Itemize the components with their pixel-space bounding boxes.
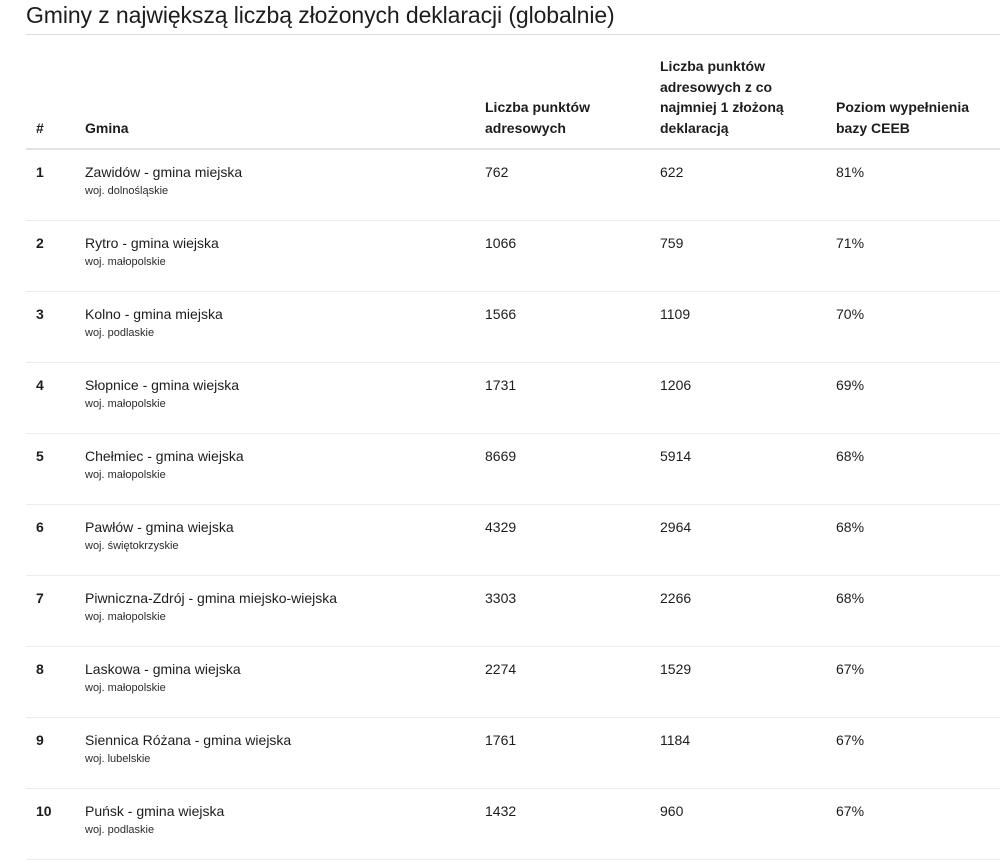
voivodeship: woj. małopolskie — [85, 469, 166, 481]
gmina-name: Piwniczna-Zdrój - gmina miejsko-wiejska — [85, 590, 338, 606]
table-row — [26, 292, 1000, 363]
table-row — [26, 647, 1000, 718]
row-gmina — [85, 718, 485, 789]
row-fill-level: 67% — [836, 789, 1000, 860]
row-declared: 622 — [660, 149, 836, 221]
header-declared: Liczba punktów adresowych z co najmniej 1 złożoną deklaracją — [660, 35, 836, 149]
header-number: # — [26, 35, 85, 149]
gmina-name: Zawidów - gmina miejska — [85, 164, 243, 180]
row-points: 3303 — [485, 576, 660, 647]
row-fill-level: 81% — [836, 149, 1000, 221]
gmina-name: Słopnice - gmina wiejska — [85, 377, 240, 393]
row-gmina — [85, 149, 485, 221]
row-rank: 7 — [26, 576, 85, 647]
row-declared: 1529 — [660, 647, 836, 718]
row-points: 8669 — [485, 434, 660, 505]
table-row — [26, 576, 1000, 647]
voivodeship: woj. małopolskie — [85, 682, 166, 694]
row-gmina — [85, 576, 485, 647]
row-declared: 2266 — [660, 576, 836, 647]
row-rank: 4 — [26, 363, 85, 434]
row-declared: 2964 — [660, 505, 836, 576]
gmina-name: Laskowa - gmina wiejska — [85, 661, 241, 677]
page-title: Gminy z największą liczbą złożonych deklaracji (globalnie) — [26, 2, 615, 28]
gmina-name: Kolno - gmina miejska — [85, 306, 223, 322]
row-rank: 5 — [26, 434, 85, 505]
row-gmina — [85, 221, 485, 292]
voivodeship: woj. małopolskie — [85, 398, 166, 410]
voivodeship: woj. podlaskie — [85, 824, 155, 836]
table-row — [26, 505, 1000, 576]
row-fill-level: 68% — [836, 434, 1000, 505]
header-gmina: Gmina — [85, 35, 485, 149]
row-declared: 1109 — [660, 292, 836, 363]
table-row — [26, 789, 1000, 860]
row-declared: 759 — [660, 221, 836, 292]
table-row — [26, 363, 1000, 434]
gmina-name: Pawłów - gmina wiejska — [85, 519, 234, 535]
row-gmina — [85, 647, 485, 718]
row-points: 762 — [485, 149, 660, 221]
header-fill-level: Poziom wypełnienia bazy CEEB — [836, 35, 1000, 149]
row-fill-level: 68% — [836, 576, 1000, 647]
table-row — [26, 718, 1000, 789]
gmina-name: Puńsk - gmina wiejska — [85, 803, 225, 819]
row-points: 2274 — [485, 647, 660, 718]
row-rank: 3 — [26, 292, 85, 363]
row-declared: 1206 — [660, 363, 836, 434]
row-points: 1761 — [485, 718, 660, 789]
row-rank: 9 — [26, 718, 85, 789]
gmina-name: Chełmiec - gmina wiejska — [85, 448, 244, 464]
header-points: Liczba punktów adresowych — [485, 35, 660, 149]
row-gmina — [85, 363, 485, 434]
row-points: 1432 — [485, 789, 660, 860]
row-declared: 960 — [660, 789, 836, 860]
row-rank: 6 — [26, 505, 85, 576]
voivodeship: woj. małopolskie — [85, 256, 166, 268]
row-declared: 5914 — [660, 434, 836, 505]
row-rank: 2 — [26, 221, 85, 292]
gminy-table — [26, 35, 1000, 860]
row-rank: 10 — [26, 789, 85, 860]
row-points: 1566 — [485, 292, 660, 363]
voivodeship: woj. lubelskie — [85, 753, 151, 765]
table-row — [26, 434, 1000, 505]
row-gmina — [85, 505, 485, 576]
row-fill-level: 67% — [836, 647, 1000, 718]
row-declared: 1184 — [660, 718, 836, 789]
voivodeship: woj. podlaskie — [85, 327, 155, 339]
row-points: 1731 — [485, 363, 660, 434]
row-fill-level: 67% — [836, 718, 1000, 789]
row-gmina — [85, 789, 485, 860]
row-rank: 1 — [26, 149, 85, 221]
row-rank: 8 — [26, 647, 85, 718]
voivodeship: woj. świętokrzyskie — [85, 540, 179, 552]
table-header-row — [26, 35, 1000, 149]
row-points: 1066 — [485, 221, 660, 292]
gmina-name: Siennica Różana - gmina wiejska — [85, 732, 292, 748]
table-row — [26, 149, 1000, 221]
row-points: 4329 — [485, 505, 660, 576]
row-gmina — [85, 292, 485, 363]
row-fill-level: 69% — [836, 363, 1000, 434]
row-fill-level: 68% — [836, 505, 1000, 576]
table-row — [26, 221, 1000, 292]
gmina-name: Rytro - gmina wiejska — [85, 235, 219, 251]
row-fill-level: 70% — [836, 292, 1000, 363]
voivodeship: woj. małopolskie — [85, 611, 166, 623]
row-fill-level: 71% — [836, 221, 1000, 292]
voivodeship: woj. dolnośląskie — [85, 185, 169, 197]
row-gmina — [85, 434, 485, 505]
